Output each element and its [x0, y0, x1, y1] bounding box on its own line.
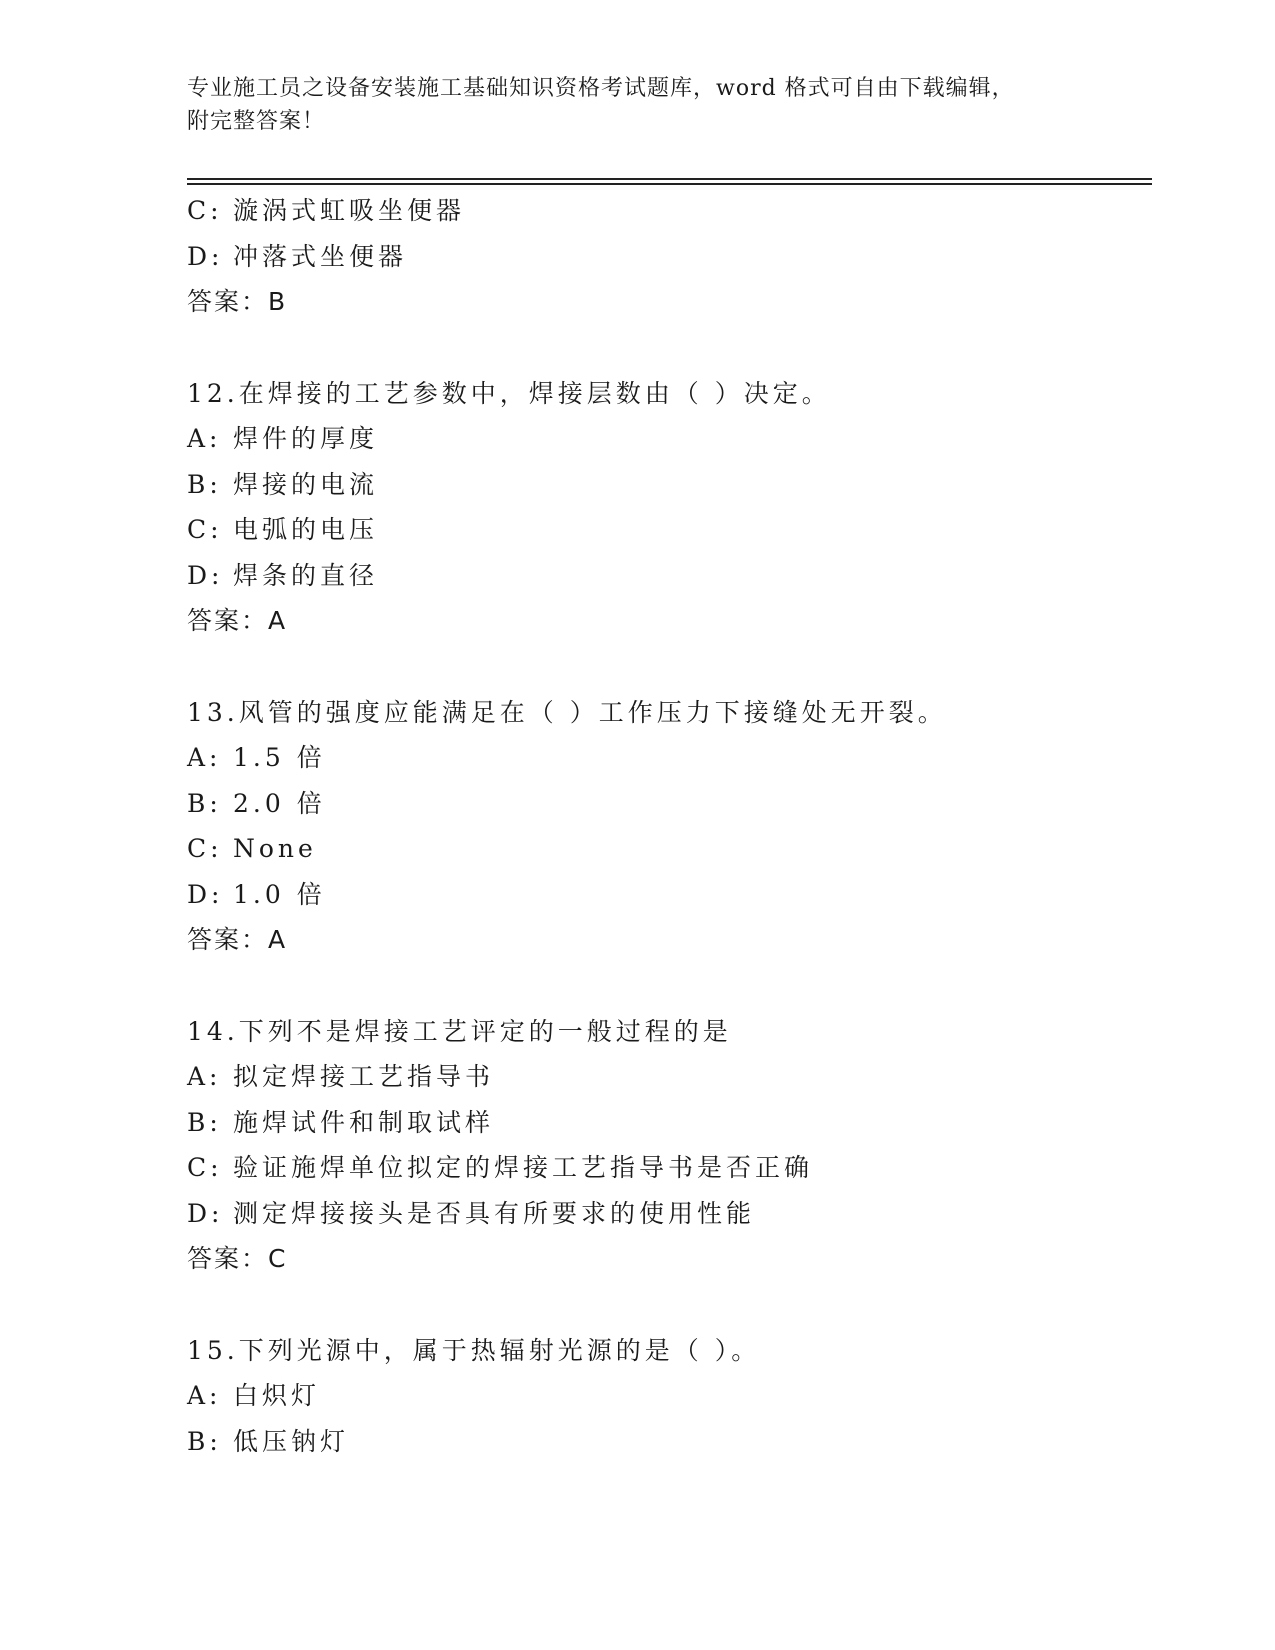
question-15: [187, 1328, 1152, 1465]
answer: 答案：A: [187, 925, 288, 954]
option-text: 拟定焊接工艺指导书: [233, 1062, 495, 1091]
option-key: A:: [187, 743, 222, 772]
answer: 答案：C: [187, 1244, 288, 1273]
option-text: 1.0 倍: [233, 879, 326, 909]
question-12: [187, 371, 1152, 644]
option-a: [187, 1373, 1152, 1419]
option-d: [187, 872, 1152, 918]
document-header: [187, 72, 1087, 138]
option-a: [187, 416, 1152, 462]
option-text: 焊条的直径: [233, 560, 379, 590]
option-key: D:: [187, 879, 224, 909]
option-text: 低压钠灯: [233, 1426, 350, 1456]
option-text: 焊接的电流: [233, 469, 379, 499]
option-key: C:: [187, 515, 223, 544]
header-divider-bottom: [187, 183, 1152, 185]
option-c: [187, 188, 1152, 234]
header-line-2: 附完整答案！: [187, 109, 326, 134]
option-key: A:: [187, 1381, 222, 1410]
option-key: D:: [187, 560, 224, 590]
option-text: 验证施焊单位拟定的焊接工艺指导书是否正确: [233, 1153, 814, 1182]
option-key: A:: [187, 424, 222, 453]
option-key: C:: [187, 1153, 223, 1182]
option-d: [187, 1191, 1152, 1237]
option-text: 焊件的厚度: [233, 424, 379, 453]
question-list: [187, 188, 1152, 1464]
header-divider-top: [187, 178, 1152, 180]
option-text: 漩涡式虹吸坐便器: [233, 196, 466, 225]
question-stem: 15.下列光源中，属于热辐射光源的是（ ）。: [187, 1335, 761, 1365]
spacer: [187, 1282, 1152, 1328]
header-line-1: 专业施工员之设备安装施工基础知识资格考试题库，word 格式可自由下载编辑，: [187, 76, 1015, 101]
option-d: [187, 234, 1152, 280]
question-stem: 12.在焊接的工艺参数中，焊接层数由（ ）决定。: [187, 378, 831, 408]
option-c: [187, 826, 1152, 872]
spacer: [187, 325, 1152, 371]
option-text: 测定焊接接头是否具有所要求的使用性能: [233, 1198, 756, 1228]
option-key: B:: [187, 1426, 222, 1456]
option-b: [187, 462, 1152, 508]
option-d: [187, 553, 1152, 599]
option-key: C:: [187, 196, 223, 225]
option-text: 1.5 倍: [233, 743, 326, 772]
option-key: D:: [187, 1198, 224, 1228]
question-continuation: [187, 188, 1152, 325]
option-key: C:: [187, 834, 223, 863]
answer: 答案：A: [187, 606, 288, 635]
option-a: [187, 1054, 1152, 1100]
option-key: B:: [187, 1107, 222, 1137]
question-stem: 13.风管的强度应能满足在（ ）工作压力下接缝处无开裂。: [187, 697, 947, 727]
option-text: 白炽灯: [233, 1381, 321, 1410]
option-key: B:: [187, 788, 222, 818]
option-c: [187, 1145, 1152, 1191]
option-key: D:: [187, 241, 224, 271]
option-b: [187, 1100, 1152, 1146]
option-text: 2.0 倍: [233, 788, 326, 818]
option-a: [187, 735, 1152, 781]
spacer: [187, 963, 1152, 1009]
option-text: None: [233, 834, 317, 863]
option-c: [187, 507, 1152, 553]
option-text: 冲落式坐便器: [233, 241, 408, 271]
option-b: [187, 1419, 1152, 1465]
answer: 答案：B: [187, 287, 288, 316]
option-text: 电弧的电压: [233, 515, 379, 544]
option-key: B:: [187, 469, 222, 499]
option-b: [187, 781, 1152, 827]
option-text: 施焊试件和制取试样: [233, 1107, 495, 1137]
option-key: A:: [187, 1062, 222, 1091]
spacer: [187, 644, 1152, 690]
question-13: [187, 690, 1152, 963]
question-14: [187, 1009, 1152, 1282]
question-stem: 14.下列不是焊接工艺评定的一般过程的是: [187, 1016, 732, 1046]
